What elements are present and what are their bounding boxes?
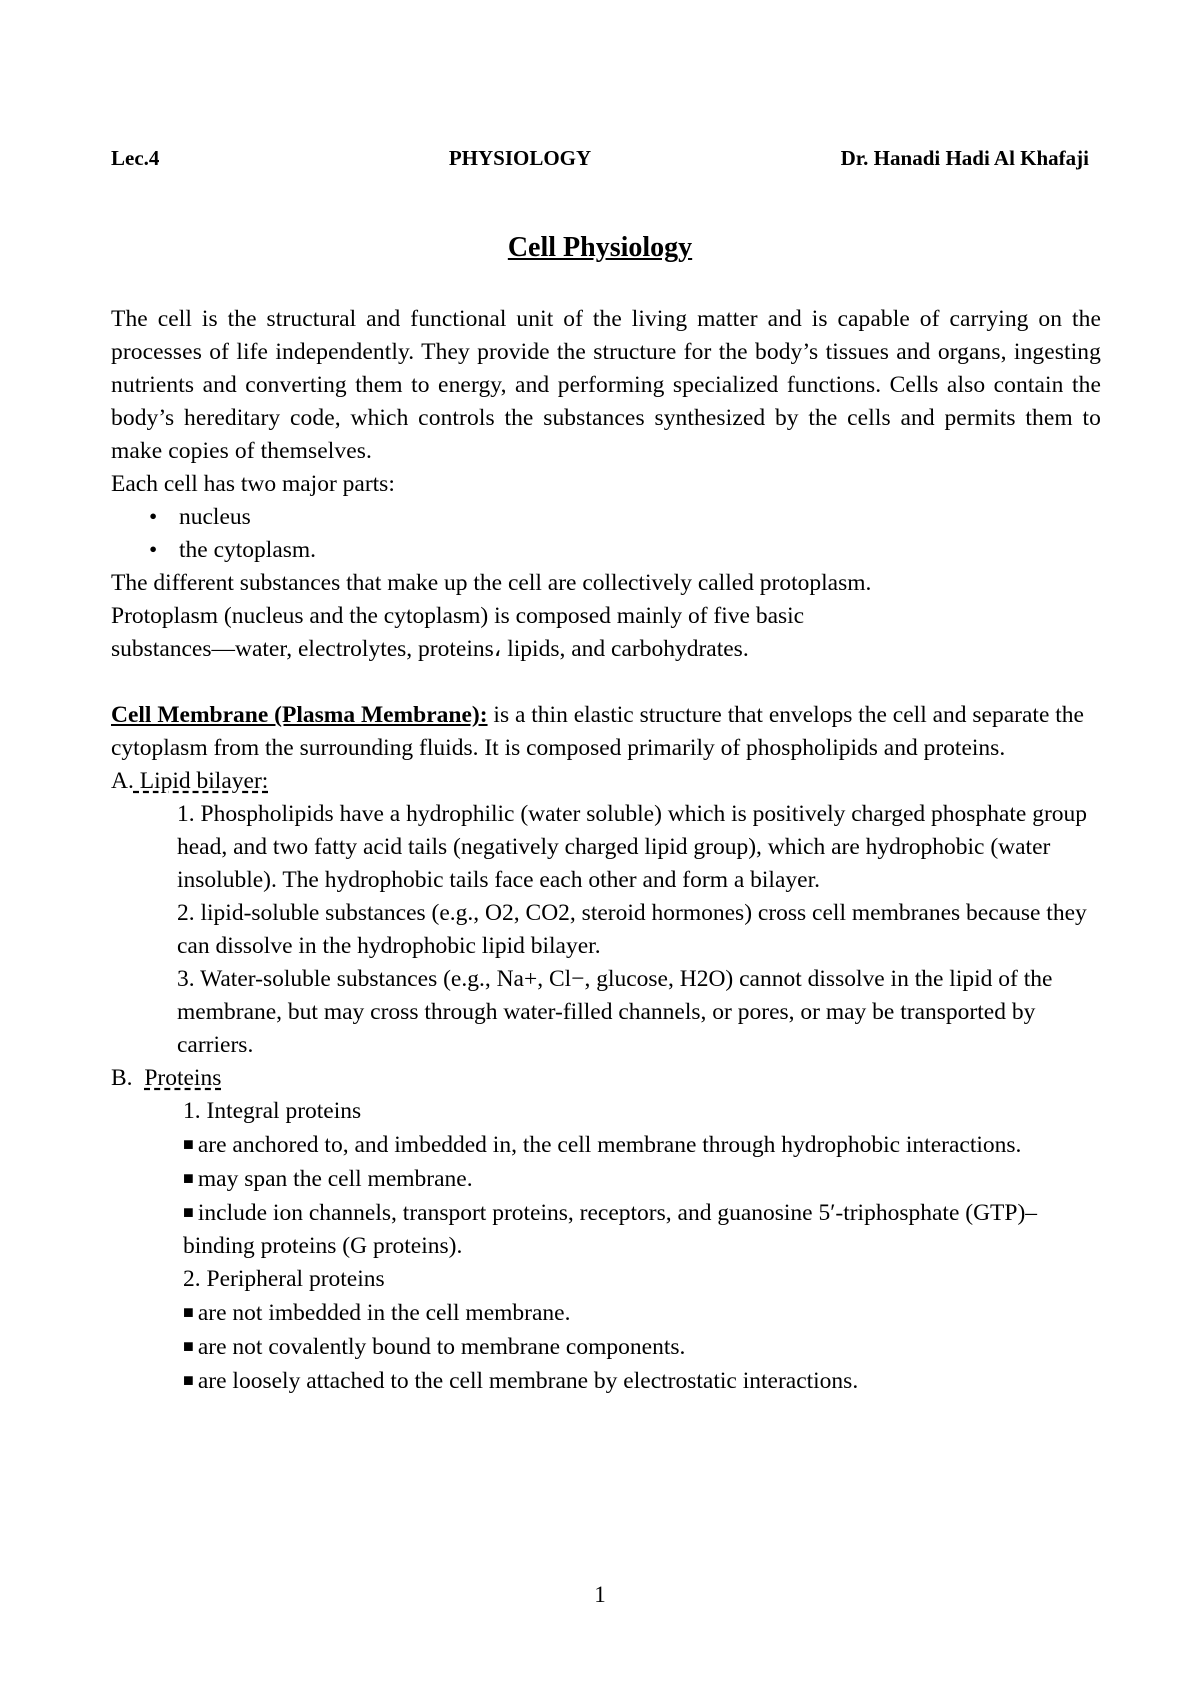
spacer bbox=[111, 666, 1101, 699]
square-bullet-icon: ■ bbox=[183, 1202, 194, 1222]
lipid-item: 3. Water-soluble substances (e.g., Na+, Cl−, glucose, H2O) cannot dissolve in the lipid of the membrane, but may cross through water-filled channels, or pores, or may be transported by carriers. bbox=[177, 966, 1053, 1058]
page-title: Cell Physiology bbox=[507, 232, 693, 263]
membrane-paragraph bbox=[111, 699, 1101, 765]
square-bullet-icon: ■ bbox=[183, 1302, 194, 1322]
proteins-section bbox=[111, 1095, 1101, 1398]
proteins-heading-line bbox=[111, 1062, 1101, 1095]
header-author: Dr. Hanadi Hadi Al Khafaji bbox=[840, 146, 1089, 170]
parts-list bbox=[111, 501, 1101, 567]
proteins-letter: B. bbox=[111, 1065, 133, 1091]
proteins-heading: Proteins bbox=[144, 1065, 222, 1091]
protoplasm-line: Protoplasm (nucleus and the cytoplasm) is composed mainly of five basic bbox=[111, 603, 805, 629]
membrane-text: is a thin elastic structure that envelops the cell and separate the cytoplasm from the surrounding fluids. It is composed primarily of phospholipids and proteins. bbox=[111, 702, 1084, 761]
list-item: • the cytoplasm. bbox=[149, 534, 1101, 567]
protoplasm-line: The different substances that make up the cell are collectively called protoplasm. bbox=[111, 570, 872, 596]
lipid-item: 1. Phospholipids have a hydrophilic (water soluble) which is positively charged phosphate group head, and two fatty acid tails (negatively charged lipid group), which are hydrophobic (water insoluble). The hydrophobic tails face each other and form a bilayer. bbox=[177, 801, 1088, 893]
protein-item: ■ are not imbedded in the cell membrane. bbox=[183, 1300, 571, 1326]
header-lecture: Lec.4 bbox=[111, 146, 160, 170]
integral-title: 1. Integral proteins bbox=[183, 1098, 362, 1124]
parts-intro: Each cell has two major parts: bbox=[111, 471, 395, 497]
protein-item: ■ are loosely attached to the cell membrane by electrostatic interactions. bbox=[183, 1368, 859, 1394]
lipid-letter: A. bbox=[111, 768, 134, 794]
protein-item: ■ are anchored to, and imbedded in, the cell membrane through hydrophobic interactions. bbox=[183, 1132, 1022, 1158]
intro-paragraph: The cell is the structural and functional unit of the living matter and is capable of carrying on the processes of life independently. They provide the structure for the body’s tissues and organs, ingesting nutrients and converting them to energy, and performing specialized functions. Cells also contain the body’s hereditary code, which controls the substances synthesized by the cells and permits them to make copies of themselves. bbox=[111, 306, 1101, 464]
header-subject: PHYSIOLOGY bbox=[448, 146, 592, 170]
lipid-item: 2. lipid-soluble substances (e.g., O2, CO2, steroid hormones) cross cell membranes because they can dissolve in the hydrophobic lipid bilayer. bbox=[177, 900, 1087, 959]
peripheral-title: 2. Peripheral proteins bbox=[183, 1266, 385, 1292]
square-bullet-icon: ■ bbox=[183, 1134, 194, 1154]
membrane-heading: Cell Membrane (Plasma Membrane): bbox=[111, 702, 488, 728]
page-number: 1 bbox=[594, 1582, 606, 1607]
square-bullet-icon: ■ bbox=[183, 1168, 194, 1188]
protoplasm-line: substances—water, electrolytes, proteins، lipids, and carbohydrates. bbox=[111, 636, 749, 662]
protein-item: ■ include ion channels, transport proteins, receptors, and guanosine 5′-triphosphate (GTP)–binding proteins (G proteins). bbox=[183, 1200, 1038, 1259]
protein-item: ■ may span the cell membrane. bbox=[183, 1166, 473, 1192]
list-item: • nucleus bbox=[149, 501, 1101, 534]
square-bullet-icon: ■ bbox=[183, 1336, 194, 1356]
square-bullet-icon: ■ bbox=[183, 1370, 194, 1390]
lipid-heading: Lipid bilayer: bbox=[133, 768, 269, 794]
protein-item: ■ are not covalently bound to membrane components. bbox=[183, 1334, 686, 1360]
document-body bbox=[111, 303, 1101, 1398]
lipid-heading-line bbox=[111, 765, 1101, 798]
